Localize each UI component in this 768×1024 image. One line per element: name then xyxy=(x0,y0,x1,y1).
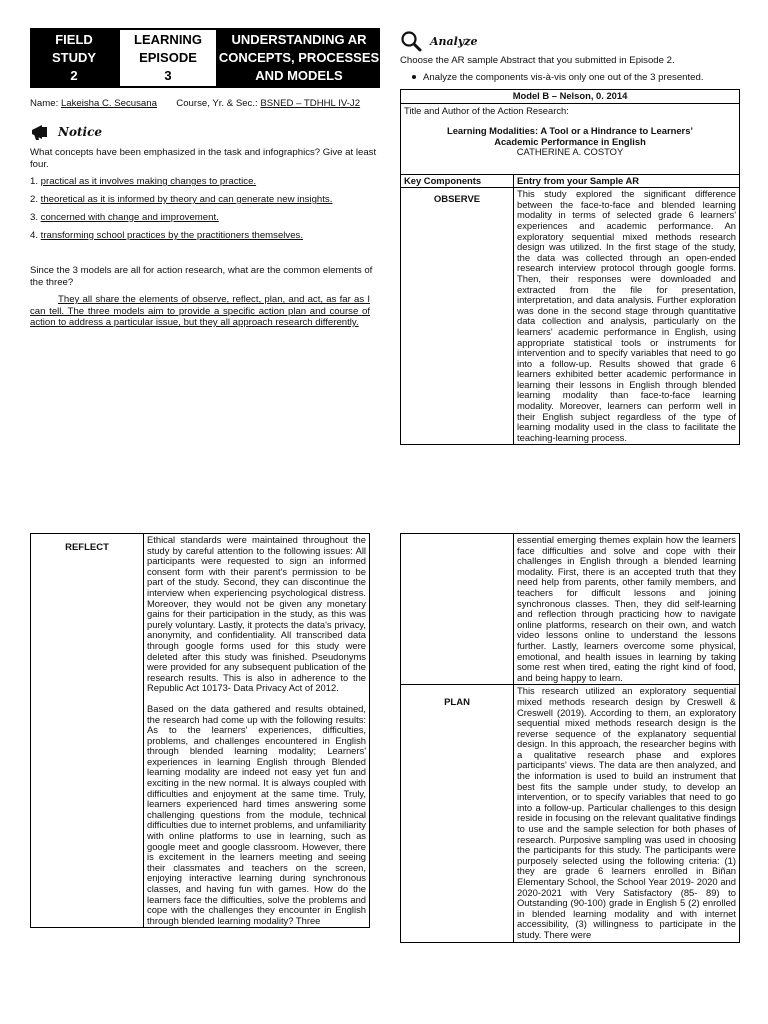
col-header-entry: Entry from your Sample AR xyxy=(514,174,740,188)
reflect-continued-entry: essential emerging themes explain how the learners face difficulties and solve and cope with their challenges in English through a blended learning modality. First, there is an accepted truth that they need help from parents, other family members, and teachers for difficult lessons and joining synchronous classes. Then, they did self-learning and reflection through practicing how to navigate online platforms, research on their own, and watch video lessons online to understand the lessons further. Lastly, learners overcome some physical, emotional, and health issues in learning by taking some rest when tired, eating the right kind of food, and being happy to learn. xyxy=(514,534,740,685)
episode-header xyxy=(30,28,380,88)
ar-author: CATHERINE A. COSTOY xyxy=(516,146,624,158)
header-field-study: FIELD STUDY 2 xyxy=(51,32,97,83)
notice-answer-2: They all share the elements of observe, reflect, plan, and act, as far as I can tell. The three models aim to provide a specific action plan and course of action to address a particular issue, but they all approach research differently. xyxy=(30,294,370,328)
analyze-heading xyxy=(400,30,477,52)
header-learning-episode: LEARNING EPISODE 3 xyxy=(118,28,218,88)
analyze-instruction: Choose the AR sample Abstract that you submitted in Episode 2. xyxy=(400,55,675,66)
observe-entry: This study explored the significant difference between the face-to-face and blended learning modality in terms of selected grade 6 learners' experiences and academic performance. An exploratory sequential mixed methods research design was utilized. In the first stage of the study, the data was collected through an open-ended research interview protocol through google forms. Then, their responses were downloaded and extracted from the file for presentation, interpretation, and data analysis. Further exploration was done in the second stage through quantitative data collection and analysis, particularly on the learners' academic performance in English, using appropriate statistical tools or instruments for intervention and to specify variables that need to go into a follow-up. Results showed that grade 6 learners exhibited better academic performance in learning their lessons in English through blended learning modality than face-to-face learning modality. Moreover, learners can perform well in their English subject regardless of the type of learning modality used in the class to facilitate the teaching-learning process. xyxy=(514,188,740,445)
course-label: Course, Yr. & Sec.: xyxy=(176,98,258,109)
notice-question-2: Since the 3 models are all for action research, what are the common elements of the three? xyxy=(30,265,373,288)
observe-label: OBSERVE xyxy=(401,188,514,445)
header-title: UNDERSTANDING AR CONCEPTS, PROCESSES AND MODELS xyxy=(218,32,380,83)
notice-question-1: What concepts have been emphasized in the task and infographics? Give at least four. xyxy=(30,147,377,170)
analyze-bullet: Analyze the components vis-à-vis only one out of the 3 presented. xyxy=(412,72,747,83)
course-value: BSNED – TDHHL IV-J2 xyxy=(260,98,361,109)
model-cell: Model B – Nelson, 0. 2014 xyxy=(401,90,740,104)
answer-item: 1. practical as it involves making changes to practice. xyxy=(30,176,257,187)
reflect-table xyxy=(30,533,370,928)
notice-title: Notice xyxy=(58,125,103,139)
reflect-entry xyxy=(144,534,370,928)
title-author-cell xyxy=(401,103,740,174)
magnifier-icon xyxy=(400,30,422,52)
name-value: Lakeisha C. Secusana xyxy=(60,98,157,109)
title-label: Title and Author of the Action Research: xyxy=(404,104,569,116)
reflect-paragraph-1: Ethical standards were maintained throughout the study by careful attention to the following issues: All participants were requested to sign an informed consent form with their parent's permission to be part of the study. Second, they can discontinue the interview when experiencing psychological distress. Moreover, they would not be given any monetary gains for their participation in the study, as this was purely voluntary. Lastly, it protects the data's privacy, anonymity, and confidentiality. All transcribed data through google forms used for this study were deleted after this study was finished. Pseudonyms were provided for any subsequent publication of the research results. This is also in adherence to the Republic Act 10173- Data Privacy Act of 2012. xyxy=(147,534,366,694)
notice-heading xyxy=(30,122,102,142)
empty-label-cell xyxy=(401,534,514,685)
name-label: Name: xyxy=(30,98,59,109)
reflect-label: REFLECT xyxy=(31,534,144,928)
answers-list xyxy=(30,176,380,248)
student-info xyxy=(30,98,380,109)
reflect-paragraph-2: Based on the data gathered and results obtained, the research had come up with the following results: As to the learners' experiences, difficulties, problems, and challenges encountered in English through blended learning modality; Learners' experiences in learning English through Blended learning modality are indeed not easy yet fun and exciting in the new normal. It is always coupled with difficulties and enjoyment at the same time. Truly, learners experienced hard times answering some challenging questions from the module, technical difficulties due to internet problems, and unfamiliarity with online platforms to use in learning, such as google meet and google classroom. However, there is excitement in the learners meeting and seeing their classmates and teachers on the screen, enjoying interactive learning during synchronous classes, and having fun with games. How do the learners face the difficulties, solve the problems and cope with the challenges they encounter in English through blended learning modality? Three xyxy=(147,702,366,926)
ar-title: Learning Modalities: A Tool or a Hindrance to Learners’ Academic Performance in English xyxy=(446,125,694,147)
answer-item: 2. theoretical as it is informed by theory and can generate new insights. xyxy=(30,194,333,205)
bullet-icon xyxy=(412,75,416,79)
megaphone-icon xyxy=(30,123,52,141)
plan-label: PLAN xyxy=(401,685,514,942)
analyze-title: Analyze xyxy=(430,34,478,48)
answer-item: 3. concerned with change and improvement. xyxy=(30,212,219,223)
answer-item: 4. transforming school practices by the practitioners themselves. xyxy=(30,230,304,241)
plan-entry: This research utilized an exploratory sequential mixed methods research design by Creswell & Creswell (2019). According to them, an exploratory sequential mixed methods research design is the reverse sequence of the explanatory sequential design. In this approach, the researcher begins with a qualitative research phase and explores participants' views. The data are then analyzed, and the information is used to build an instrument that best fits the sample under study, to develop an intervention, or to specify variables that need to go into a follow-up. Particular challenges to this design reside in focusing on the relevant qualitative findings to use and the sample selection for both phases of research. Purposive sampling was used in choosing the participants for this study. The participants were purposely selected using the following criteria: (1) they are grade 6 learners enrolled in Biñan Elementary School, the School Year 2019- 2020 and 2020-2021 with Very Satisfactory (85- 89) to Outstanding (90-100) grade in English 5 (2) enrolled in blended learning modality and with internet accessibility, (3) willingness to participate in the study. There were xyxy=(514,685,740,942)
plan-table xyxy=(400,533,740,943)
col-header-components: Key Components xyxy=(401,174,514,188)
ar-components-table xyxy=(400,89,740,445)
